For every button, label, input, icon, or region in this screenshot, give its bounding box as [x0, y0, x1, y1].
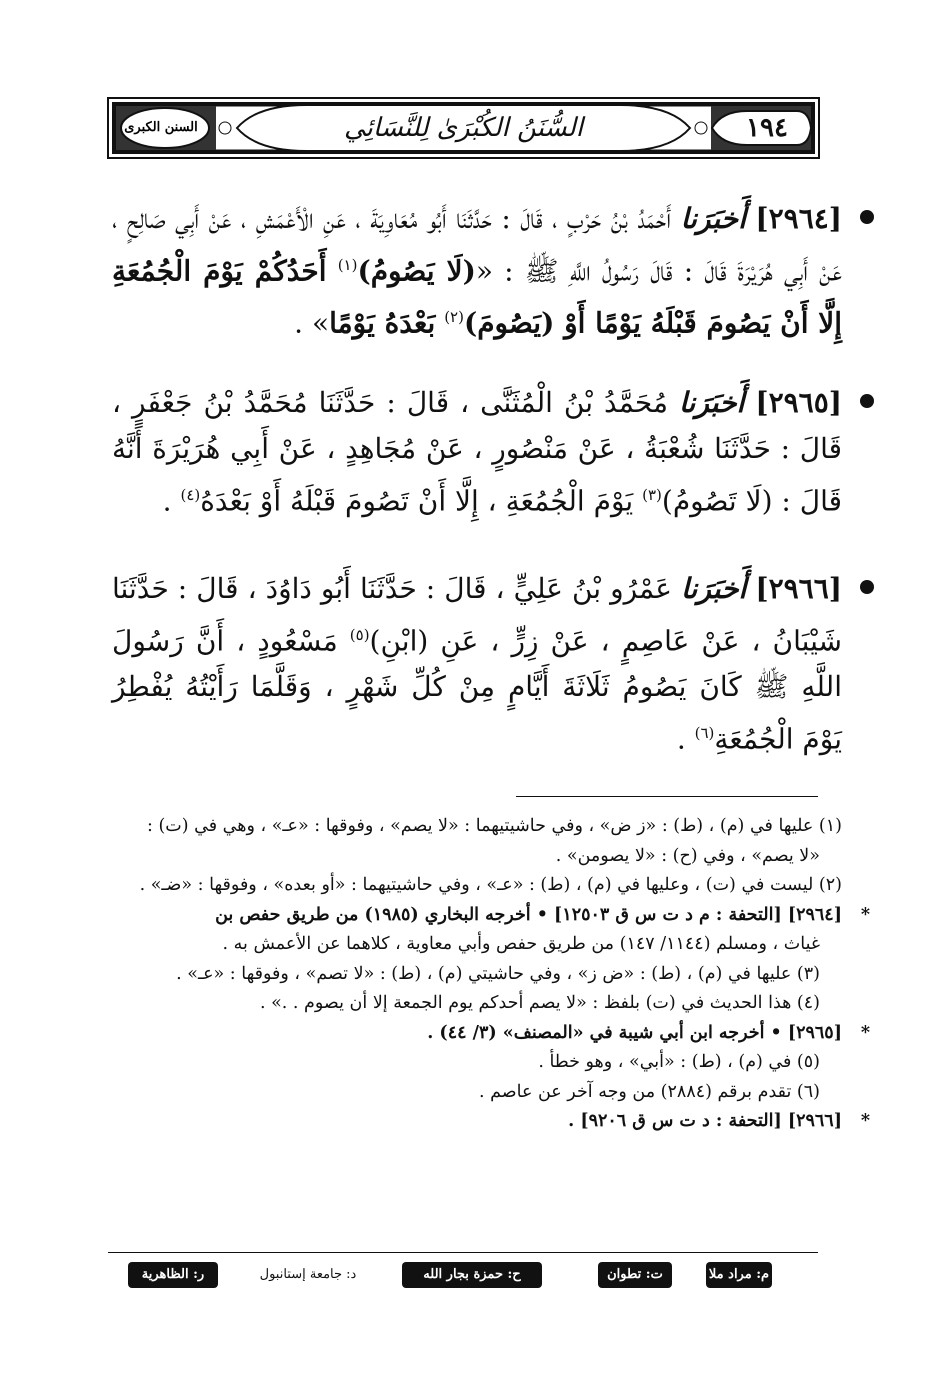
footnote-separator: [516, 796, 818, 797]
takhrij-2964-text: [٢٩٦٤] [التحفة : م د ت س ق ١٢٥٠٣] • أخرجه البخاري (١٩٨٥) من طريق حفص بن: [215, 904, 842, 925]
hadith-isnad: عَمْرُو بْنُ عَلِيٍّ ، قَالَ : حَدَّثَنَا أَبُو دَاوُدَ ، قَالَ : حَدَّثَنَا شَيْبَانُ ، عَنْ عَاصِمٍ ، عَنْ زِرٍّ ، عَنِ (ابْنِ): [112, 572, 842, 658]
footnote-ref: (٦): [694, 724, 715, 743]
footnote-ref: (٣): [642, 486, 662, 504]
footnote-4: (٤) هذا الحديث في (ت) بلفظ : «لا يصم أحدكم يوم الجمعة إلا أن يصوم . .» .: [259, 993, 820, 1013]
hadith-isnad: مُحَمَّدُ بْنُ الْمُثَنَّى ، قَالَ : حَدَّثَنَا مُحَمَّدُ بْنُ جَعْفَرٍ ، قَالَ : حَدَّثَنَا شُعْبَةُ ، عَنْ مَنْصُورٍ ، عَنْ مُجَاهِدٍ ، عَنْ أَبِي هُرَيْرَةَ أَنَّهُ قَالَ : (لَا تَصُومُ): [112, 386, 842, 518]
hadith-2965: [112, 380, 842, 524]
footnote-5: (٥) في (م) ، (ط) : «أبي» ، وهو خطأ .: [538, 1052, 820, 1072]
hadith-number: [٢٩٦٥]: [755, 386, 842, 419]
legend-h: ح: حمزة بجار الله: [402, 1262, 542, 1288]
hadith-matn: يَوْمَ الْجُمُعَةِ ، إِلَّا أَنْ تَصُومَ قَبْلَهُ أَوْ بَعْدَهُ: [200, 484, 634, 518]
hadith-matn-3: بَعْدَهُ يَوْمًا: [329, 306, 436, 340]
page-number: ١٩٤: [746, 113, 788, 143]
emblem-icon: [113, 105, 209, 151]
hadith-isnad: أَحْمَدُ بْنُ حَرْبٍ ، قَالَ : حَدَّثَنَا أَبُو مُعَاوِيَةَ ، عَنِ الْأَعْمَشِ ، عَنْ أَبِي صَالِحٍ ، عَنْ أَبِي هُرَيْرَةَ قَالَ : قَالَ رَسُولُ اللَّهِ ﷺ : «: [112, 202, 843, 288]
legend-separator: [108, 1252, 818, 1253]
hadith-intro: أَخبَرَنا: [680, 202, 746, 235]
takhrij-2966: [107, 1107, 870, 1137]
footnote-1-cont: «لا يصم» ، وفي (ح) : «لا يصومن» .: [555, 845, 820, 866]
footnote-6: (٦) تقدم برقم (٢٨٨٤) من وجه آخر عن عاصم .: [479, 1081, 820, 1102]
page-header: [107, 97, 820, 159]
star-icon: *: [860, 904, 870, 925]
book-title: السُّنَنُ الكُبْرَىٰ لِلنَّسَائِي: [344, 113, 583, 143]
footnote-ref: (١): [337, 256, 358, 274]
legend-m: م: مراد ملا: [706, 1262, 772, 1288]
footnote-3: (٣) عليها في (م) ، (ط) : «ض ز» ، وفي حاشيتي (م) ، (ط) : «لا تصم» ، وفوقها : «عـ» .: [176, 963, 820, 984]
hadith-2964: [112, 196, 842, 347]
star-icon: *: [860, 1022, 870, 1043]
hadith-matn-1: (لَا يَصُومُ): [357, 254, 476, 288]
footnote-1: (١) عليها في (م) ، (ط) : «ز ض» ، وفي حاشيتيهما : «لا يصم» ، وفوقها : «عـ» ، وهي في (ت) :: [146, 816, 842, 836]
takhrij-2965-text: [٢٩٦٥] • أخرجه ابن أبي شيبة في «المصنف» (٣/ ٤٤) .: [427, 1022, 842, 1043]
bullet-icon: [860, 580, 874, 594]
takhrij-2964-cont: غياث ، ومسلم (١١٤٤/ ١٤٧) من طريق حفص وأبي معاوية ، كلاهما عن الأعمش به .: [222, 934, 820, 954]
hadith-matn: مَسْعُودٍ ، أَنَّ رَسُولَ اللَّهِ ﷺ كَانَ يَصُومُ ثَلَاثَةَ أَيَّامٍ مِنْ كُلِّ شَهْرٍ ، وَقَلَّمَا رَأَيْتُهُ يُفْطِرُ يَوْمَ الْجُمُعَةِ: [112, 624, 842, 756]
footnote-ref: (٥): [349, 626, 370, 644]
footnote-2: (٢) ليست في (ت) ، وعليها في (م) ، (ط) : «عـ» ، وفي حاشيتيهما : «أو بعده» ، وفوقها : «ضـ» .: [139, 875, 842, 895]
hadith-number: [٢٩٦٦]: [755, 572, 842, 605]
hadith-end: .: [162, 484, 181, 518]
takhrij-2965: [107, 1019, 870, 1049]
hadith-2966: [112, 566, 842, 763]
footnote-ref: (٤): [180, 486, 201, 504]
bullet-icon: [860, 210, 874, 224]
hadith-intro: أَخبَرَنا: [679, 386, 745, 419]
footnote-ref: (٢): [444, 308, 464, 327]
legend-t: ت: تطوان: [598, 1262, 672, 1288]
takhrij-2964: [107, 901, 870, 931]
hadith-end: » .: [294, 306, 330, 340]
takhrij-2966-text: [٢٩٦٦] [التحفة : د ت س ق ٩٢٠٦] .: [568, 1111, 842, 1131]
emblem-text: السنن الكبرى: [124, 120, 198, 135]
hadith-intro: أَخبَرَنا: [681, 572, 747, 605]
footnotes: [107, 812, 870, 1137]
hadith-end: .: [676, 722, 695, 756]
star-icon: *: [860, 1111, 870, 1131]
bullet-icon: [860, 394, 874, 408]
hadith-matn-2: أَحَدُكُمْ يَوْمَ الْجُمُعَةِ إِلَّا أَنْ يَصُومَ قَبْلَهُ يَوْمًا أَوْ (يَصُومَ): [112, 254, 842, 340]
hadith-number: [٢٩٦٤]: [755, 202, 843, 235]
legend-d: د: جامعة إستانبول: [259, 1267, 357, 1282]
legend-r: ر: الظاهرية: [128, 1262, 218, 1288]
